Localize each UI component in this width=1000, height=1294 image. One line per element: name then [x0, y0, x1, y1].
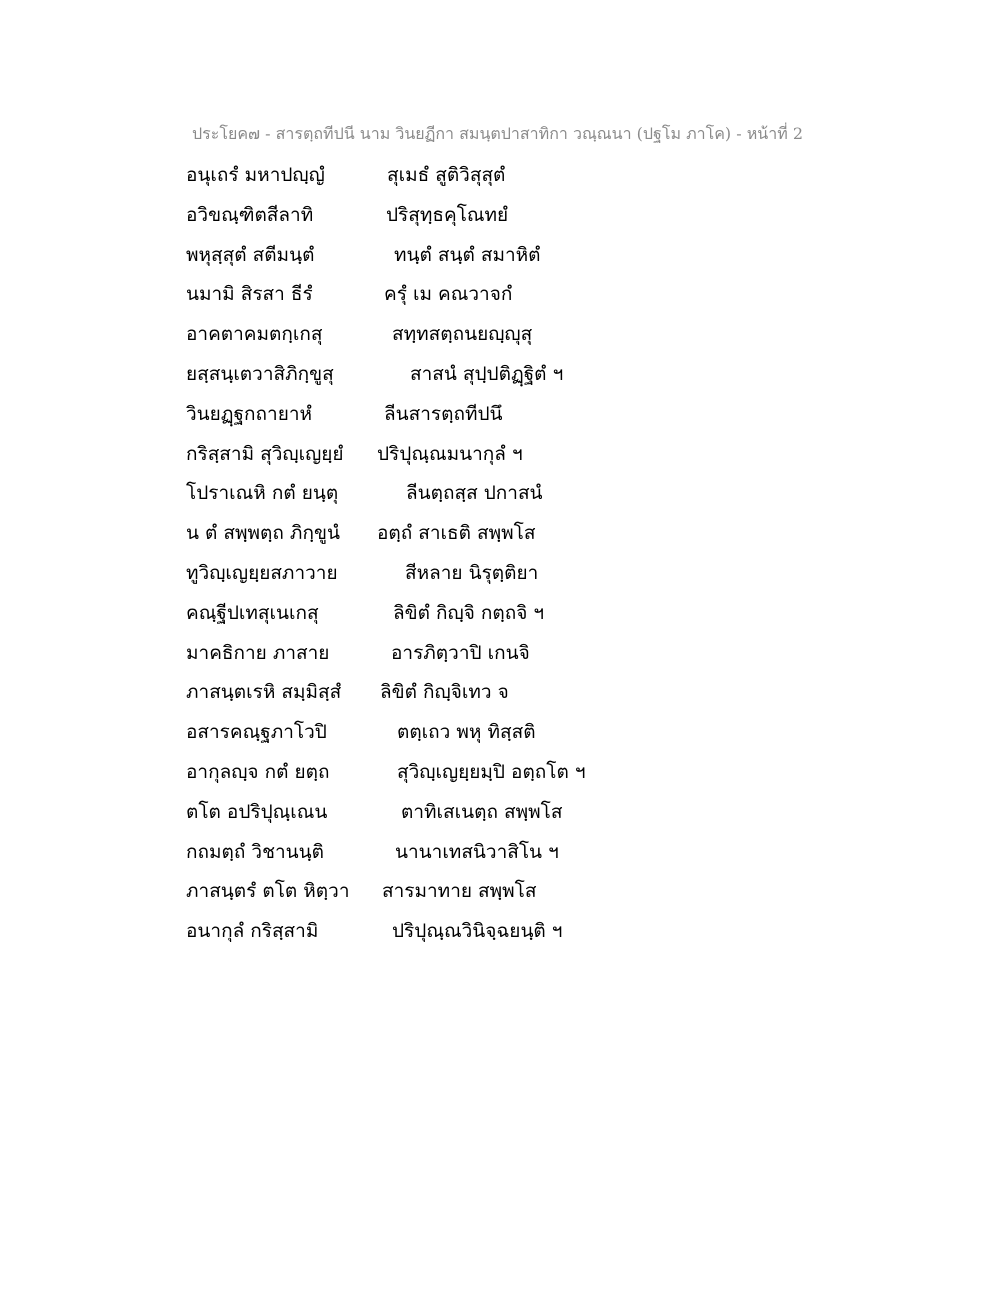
verse-second-half: สุวิญฺเญยฺยมฺปิ อตฺถโต ฯ [397, 760, 586, 783]
verse-second-half: นานาเทสนิวาสิโน ฯ [395, 840, 559, 863]
verse-first-half: มาคธิกาย ภาสาย [186, 641, 330, 664]
verse-second-half: สทฺทสตฺถนยญฺญุสุ [392, 323, 533, 346]
verse-first-half: อสารคณฺฐภาโวปิ [186, 721, 327, 744]
verse-second-half: ลีนตฺถสฺส ปกาสนํ [406, 482, 543, 505]
verse-first-half: คณฺฐีปเทสุเนเกสุ [186, 601, 319, 624]
verse-second-half: ลิขิตํ กิญฺจิเทว จ [380, 681, 509, 704]
verse-second-half: ตตฺเถว พหุ ทิสฺสติ [397, 721, 536, 744]
verse-first-half: อวิขณฺฑิตสีลาทิ [186, 203, 314, 226]
verse-first-half: น ตํ สพฺพตฺถ ภิกฺขูนํ [186, 522, 340, 545]
verse-second-half: ปริสุทฺธคุโณทยํ [386, 203, 509, 226]
verse-first-half: พหุสฺสุตํ สตีมนฺตํ [186, 243, 315, 266]
verse-first-half: กถมตฺถํ วิชานนฺติ [186, 840, 324, 863]
verse-first-half: ตโต อปริปุณฺเณน [186, 800, 328, 823]
page-header: ประโยค๗ - สารตฺถทีปนี นาม วินยฏีกา สมนฺตปาสาทิกา วณฺณนา (ปฐโม ภาโค) - หน้าที่ 2 [192, 124, 804, 143]
verse-first-half: ยสฺสนฺเตวาสิภิกฺขูสุ [186, 362, 334, 385]
verse-first-half: นมามิ สิรสา ธีรํ [186, 283, 313, 306]
verse-second-half: อารภิตฺวาปิ เกนจิ [391, 641, 530, 664]
verse-second-half: สุเมธํ สูติวิสุสุตํ [387, 164, 506, 186]
verse-second-half: สีหลาย นิรุตฺติยา [405, 561, 539, 584]
verse-second-half: ลิขิตํ กิญฺจิ กตฺถจิ ฯ [393, 601, 545, 624]
verse-second-half: อตฺถํ สาเธติ สพฺพโส [377, 522, 536, 545]
verse-second-half: ทนฺตํ สนฺตํ สมาหิตํ [394, 243, 541, 266]
verse-first-half: อนากุลํ กริสฺสามิ [186, 920, 319, 943]
verse-first-half: อาคตาคมตกฺเกสุ [186, 323, 323, 346]
verse-first-half: กริสฺสามิ สุวิญฺเญยฺยํ [186, 442, 344, 465]
verse-first-half: อนุเถรํ มหาปญฺญํ [186, 164, 325, 186]
verse-second-half: ปริปุณฺณวินิจฺฉยนฺติ ฯ [392, 920, 563, 943]
verse-first-half: โปราเณหิ กตํ ยนฺตุ [186, 482, 339, 505]
verse-first-half: ภาสนฺตเรหิ สมฺมิสฺสํ [186, 681, 342, 704]
verse-first-half: ทูวิญฺเญยฺยสภาวาย [186, 561, 338, 584]
verse-second-half: สาสนํ สุปฺปติฏฺฐิตํ ฯ [410, 362, 564, 385]
verse-first-half: วินยฏฺฐกถายาหํ [186, 402, 313, 425]
verse-second-half: ตาทิเสเนตฺถ สพฺพโส [401, 800, 563, 823]
verse-second-half: ครุํ เม คณวาจกํ [384, 283, 513, 306]
verse-first-half: อากุลญฺจ กตํ ยตฺถ [186, 760, 330, 783]
verse-second-half: สารมาทาย สพฺพโส [382, 880, 537, 903]
verse-second-half: ลีนสารตฺถทีปนึ [384, 402, 503, 425]
verse-second-half: ปริปุณฺณมนากุลํ ฯ [377, 442, 523, 465]
verse-first-half: ภาสนฺตรํ ตโต หิตฺวา [186, 880, 350, 903]
